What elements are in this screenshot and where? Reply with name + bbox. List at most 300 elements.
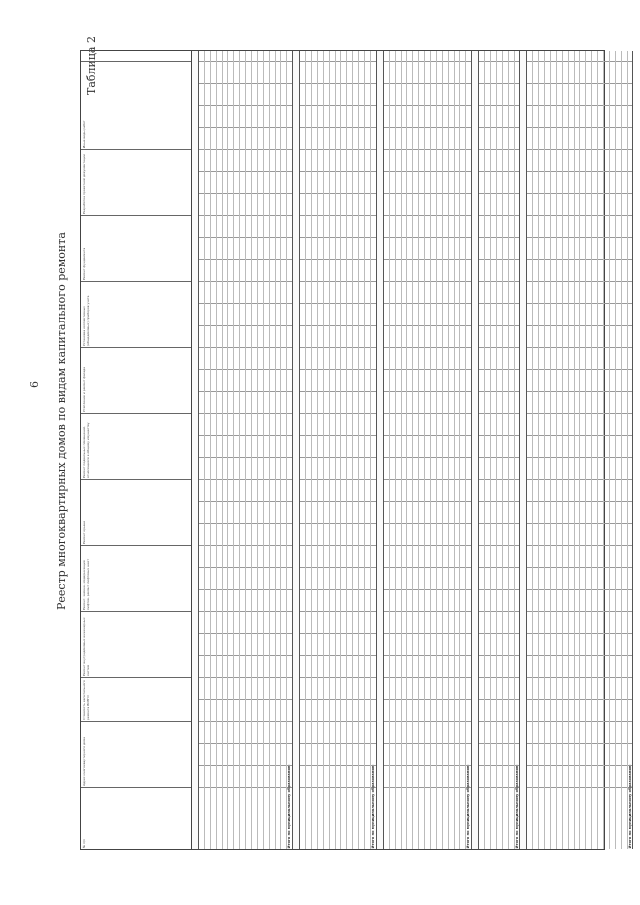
value-cell — [598, 677, 603, 699]
value-cell — [384, 105, 389, 127]
value-cell — [437, 369, 442, 391]
value-cell — [407, 171, 412, 193]
value-cell — [384, 215, 389, 237]
value-cell — [396, 633, 401, 655]
value-cell — [281, 149, 286, 171]
value-cell — [199, 589, 204, 611]
value-cell — [527, 259, 532, 281]
value-cell — [610, 149, 615, 171]
value-cell — [205, 523, 210, 545]
value-cell — [306, 413, 311, 435]
value-cell — [246, 457, 251, 479]
value-cell — [264, 105, 269, 127]
value-cell — [586, 259, 591, 281]
value-cell — [228, 523, 233, 545]
value-cell — [390, 655, 395, 677]
value-cell — [324, 589, 329, 611]
value-cell — [347, 61, 352, 83]
value-cell — [270, 743, 275, 765]
value-cell — [437, 479, 442, 501]
value-cell — [347, 589, 352, 611]
value-cell — [252, 105, 257, 127]
value-cell — [425, 193, 430, 215]
value-cell — [407, 281, 412, 303]
value-cell — [539, 435, 544, 457]
value-cell — [551, 391, 556, 413]
value-cell — [592, 457, 597, 479]
header-cell: Разработка проектной документации — [81, 149, 191, 215]
value-cell — [586, 83, 591, 105]
value-cell — [431, 567, 436, 589]
value-cell — [205, 413, 210, 435]
value-cell — [341, 281, 346, 303]
value-cell — [246, 149, 251, 171]
value-cell — [223, 611, 228, 633]
value-cell — [539, 677, 544, 699]
value-cell — [491, 677, 496, 699]
value-cell — [563, 347, 568, 369]
address-cell — [485, 787, 490, 849]
value-cell — [276, 699, 281, 721]
value-cell — [460, 171, 465, 193]
value-cell — [270, 633, 275, 655]
value-cell — [509, 545, 514, 567]
value-cell — [604, 435, 609, 457]
value-cell — [622, 127, 627, 149]
value-cell — [557, 743, 562, 765]
value-cell — [347, 413, 352, 435]
value-cell — [551, 281, 556, 303]
total-label-cell: Итого по муниципальному образованию — [466, 764, 471, 849]
value-cell — [336, 545, 341, 567]
total-value-cell — [371, 611, 376, 633]
value-cell — [276, 479, 281, 501]
value-cell — [503, 237, 508, 259]
value-cell — [217, 677, 222, 699]
value-cell — [509, 611, 514, 633]
value-cell — [563, 523, 568, 545]
value-cell — [586, 501, 591, 523]
value-cell — [312, 589, 317, 611]
value-cell — [533, 479, 538, 501]
value-cell — [407, 105, 412, 127]
value-cell — [509, 105, 514, 127]
value-cell — [324, 501, 329, 523]
value-cell — [205, 611, 210, 633]
value-cell — [396, 303, 401, 325]
value-cell — [431, 347, 436, 369]
total-value-cell — [287, 413, 292, 435]
value-cell — [419, 699, 424, 721]
value-cell — [217, 61, 222, 83]
value-cell — [396, 259, 401, 281]
header-cell: Ремонт, замена, модернизация лифтов, ремонт лифтовых шахт — [81, 545, 191, 611]
value-cell — [622, 83, 627, 105]
value-cell — [252, 699, 257, 721]
value-cell — [211, 83, 216, 105]
value-cell — [460, 501, 465, 523]
value-cell — [205, 435, 210, 457]
value-cell — [449, 325, 454, 347]
value-cell — [324, 281, 329, 303]
value-cell — [312, 655, 317, 677]
value-cell — [300, 215, 305, 237]
value-cell — [622, 281, 627, 303]
value-cell — [527, 611, 532, 633]
value-cell — [318, 193, 323, 215]
value-cell — [396, 325, 401, 347]
value-cell — [211, 171, 216, 193]
value-cell — [610, 61, 615, 83]
value-cell — [580, 523, 585, 545]
value-cell — [341, 325, 346, 347]
value-cell — [252, 545, 257, 567]
value-cell — [575, 545, 580, 567]
value-cell — [347, 457, 352, 479]
value-cell — [485, 215, 490, 237]
value-cell — [491, 413, 496, 435]
value-cell — [306, 61, 311, 83]
value-cell — [390, 149, 395, 171]
value-cell — [485, 457, 490, 479]
value-cell — [252, 523, 257, 545]
value-cell — [592, 149, 597, 171]
total-value-cell — [466, 281, 471, 303]
value-cell — [575, 435, 580, 457]
value-cell — [533, 721, 538, 743]
value-cell — [460, 633, 465, 655]
value-cell — [396, 61, 401, 83]
value-cell — [497, 567, 502, 589]
value-cell — [533, 237, 538, 259]
value-cell — [211, 435, 216, 457]
value-cell — [431, 457, 436, 479]
header-cell: Адрес многоквартирного дома — [81, 721, 191, 787]
total-value-cell — [466, 589, 471, 611]
value-cell — [264, 435, 269, 457]
value-cell — [539, 391, 544, 413]
value-cell — [563, 435, 568, 457]
value-cell — [563, 171, 568, 193]
value-cell — [246, 545, 251, 567]
value-cell — [557, 655, 562, 677]
value-cell — [281, 259, 286, 281]
value-cell — [503, 501, 508, 523]
value-cell — [604, 655, 609, 677]
value-cell — [234, 83, 239, 105]
value-cell — [460, 369, 465, 391]
value-cell — [336, 149, 341, 171]
total-value-cell — [466, 413, 471, 435]
value-cell — [437, 61, 442, 83]
value-cell — [246, 765, 251, 787]
value-cell — [539, 369, 544, 391]
value-cell — [479, 193, 484, 215]
value-cell — [402, 83, 407, 105]
value-cell — [443, 501, 448, 523]
value-cell — [341, 369, 346, 391]
value-cell — [569, 237, 574, 259]
value-cell — [205, 699, 210, 721]
total-value-cell — [371, 699, 376, 721]
value-cell — [396, 743, 401, 765]
value-cell — [491, 325, 496, 347]
value-cell — [205, 655, 210, 677]
value-cell — [616, 677, 621, 699]
value-cell — [419, 479, 424, 501]
value-cell — [551, 237, 556, 259]
value-cell — [455, 501, 460, 523]
value-cell — [347, 171, 352, 193]
value-cell — [569, 391, 574, 413]
value-cell — [211, 347, 216, 369]
value-cell — [539, 171, 544, 193]
total-value-cell — [287, 391, 292, 413]
value-cell — [431, 149, 436, 171]
value-cell — [252, 721, 257, 743]
value-cell — [324, 611, 329, 633]
value-cell — [365, 369, 370, 391]
value-cell — [258, 721, 263, 743]
value-cell — [228, 545, 233, 567]
value-cell — [586, 743, 591, 765]
value-cell — [365, 479, 370, 501]
value-cell — [390, 589, 395, 611]
value-cell — [610, 567, 615, 589]
value-cell — [252, 501, 257, 523]
total-value-cell — [466, 567, 471, 589]
value-cell — [455, 633, 460, 655]
value-cell — [199, 479, 204, 501]
value-cell — [610, 633, 615, 655]
value-cell — [365, 677, 370, 699]
value-cell — [485, 171, 490, 193]
total-value-cell — [287, 325, 292, 347]
value-cell — [460, 149, 465, 171]
value-cell — [575, 743, 580, 765]
total-value-cell — [628, 281, 633, 303]
value-cell — [413, 171, 418, 193]
value-cell — [557, 83, 562, 105]
value-cell — [359, 303, 364, 325]
value-cell — [569, 457, 574, 479]
value-cell — [234, 105, 239, 127]
value-cell — [258, 303, 263, 325]
value-cell — [396, 347, 401, 369]
value-cell — [324, 721, 329, 743]
value-cell — [575, 193, 580, 215]
value-cell — [199, 721, 204, 743]
value-cell — [341, 765, 346, 787]
value-cell — [479, 303, 484, 325]
value-cell — [347, 83, 352, 105]
value-cell — [557, 391, 562, 413]
value-cell — [431, 589, 436, 611]
value-cell — [258, 413, 263, 435]
value-cell — [413, 259, 418, 281]
value-cell — [365, 127, 370, 149]
value-cell — [497, 611, 502, 633]
value-cell — [312, 83, 317, 105]
value-cell — [359, 633, 364, 655]
value-cell — [455, 237, 460, 259]
value-cell — [610, 171, 615, 193]
value-cell — [563, 765, 568, 787]
value-cell — [252, 765, 257, 787]
value-cell — [491, 61, 496, 83]
value-cell — [569, 765, 574, 787]
value-cell — [217, 281, 222, 303]
value-cell — [359, 193, 364, 215]
value-cell — [569, 83, 574, 105]
value-cell — [509, 281, 514, 303]
value-cell — [437, 193, 442, 215]
value-cell — [575, 61, 580, 83]
value-cell — [228, 61, 233, 83]
value-cell — [539, 765, 544, 787]
value-cell — [460, 127, 465, 149]
value-cell — [390, 523, 395, 545]
value-cell — [503, 281, 508, 303]
value-cell — [365, 259, 370, 281]
value-cell — [509, 259, 514, 281]
value-cell — [276, 501, 281, 523]
value-cell — [306, 523, 311, 545]
value-cell — [497, 501, 502, 523]
value-cell — [580, 325, 585, 347]
value-cell — [598, 303, 603, 325]
value-cell — [270, 721, 275, 743]
value-cell — [610, 699, 615, 721]
value-cell — [437, 457, 442, 479]
value-cell — [312, 743, 317, 765]
value-cell — [509, 149, 514, 171]
value-cell — [437, 633, 442, 655]
value-cell — [390, 567, 395, 589]
value-cell — [390, 611, 395, 633]
value-cell — [264, 743, 269, 765]
value-cell — [491, 347, 496, 369]
value-cell — [276, 281, 281, 303]
value-cell — [455, 457, 460, 479]
value-cell — [491, 215, 496, 237]
value-cell — [557, 699, 562, 721]
value-cell — [491, 127, 496, 149]
value-cell — [575, 699, 580, 721]
value-cell — [390, 237, 395, 259]
total-value-cell — [466, 61, 471, 83]
value-cell — [598, 479, 603, 501]
value-cell — [485, 127, 490, 149]
value-cell — [330, 325, 335, 347]
value-cell — [402, 391, 407, 413]
value-cell — [390, 193, 395, 215]
value-cell — [598, 523, 603, 545]
value-cell — [306, 699, 311, 721]
value-cell — [419, 545, 424, 567]
value-cell — [413, 237, 418, 259]
value-cell — [199, 633, 204, 655]
value-cell — [330, 479, 335, 501]
total-value-cell — [628, 743, 633, 765]
value-cell — [312, 149, 317, 171]
value-cell — [217, 127, 222, 149]
value-cell — [497, 633, 502, 655]
value-cell — [402, 369, 407, 391]
value-cell — [437, 589, 442, 611]
value-cell — [598, 765, 603, 787]
value-cell — [312, 369, 317, 391]
value-cell — [598, 369, 603, 391]
total-value-cell — [628, 325, 633, 347]
total-value-cell — [466, 127, 471, 149]
value-cell — [407, 61, 412, 83]
total-value-cell — [515, 611, 520, 633]
value-cell — [622, 589, 627, 611]
value-cell — [252, 281, 257, 303]
value-cell — [443, 281, 448, 303]
value-cell — [604, 303, 609, 325]
value-cell — [610, 721, 615, 743]
value-cell — [598, 171, 603, 193]
value-cell — [491, 743, 496, 765]
value-cell — [557, 303, 562, 325]
value-cell — [402, 699, 407, 721]
value-cell — [407, 677, 412, 699]
value-cell — [622, 171, 627, 193]
value-cell — [443, 699, 448, 721]
value-cell — [312, 699, 317, 721]
value-cell — [353, 83, 358, 105]
value-cell — [503, 765, 508, 787]
value-cell — [402, 743, 407, 765]
value-cell — [276, 523, 281, 545]
value-cell — [300, 391, 305, 413]
value-cell — [425, 721, 430, 743]
value-cell — [586, 325, 591, 347]
value-cell — [586, 589, 591, 611]
value-cell — [604, 325, 609, 347]
value-cell — [396, 501, 401, 523]
value-cell — [569, 523, 574, 545]
value-cell — [223, 149, 228, 171]
value-cell — [551, 369, 556, 391]
value-cell — [353, 369, 358, 391]
value-cell — [347, 677, 352, 699]
value-cell — [610, 479, 615, 501]
value-cell — [575, 105, 580, 127]
value-cell — [384, 435, 389, 457]
value-cell — [431, 127, 436, 149]
value-cell — [264, 171, 269, 193]
value-cell — [604, 567, 609, 589]
value-cell — [545, 501, 550, 523]
value-cell — [407, 501, 412, 523]
value-cell — [539, 215, 544, 237]
value-cell — [407, 457, 412, 479]
value-cell — [396, 83, 401, 105]
value-cell — [527, 567, 532, 589]
total-value-cell — [371, 281, 376, 303]
value-cell — [563, 61, 568, 83]
total-value-cell — [371, 479, 376, 501]
value-cell — [533, 391, 538, 413]
value-cell — [276, 677, 281, 699]
value-cell — [569, 501, 574, 523]
value-cell — [592, 567, 597, 589]
value-cell — [234, 479, 239, 501]
value-cell — [460, 479, 465, 501]
